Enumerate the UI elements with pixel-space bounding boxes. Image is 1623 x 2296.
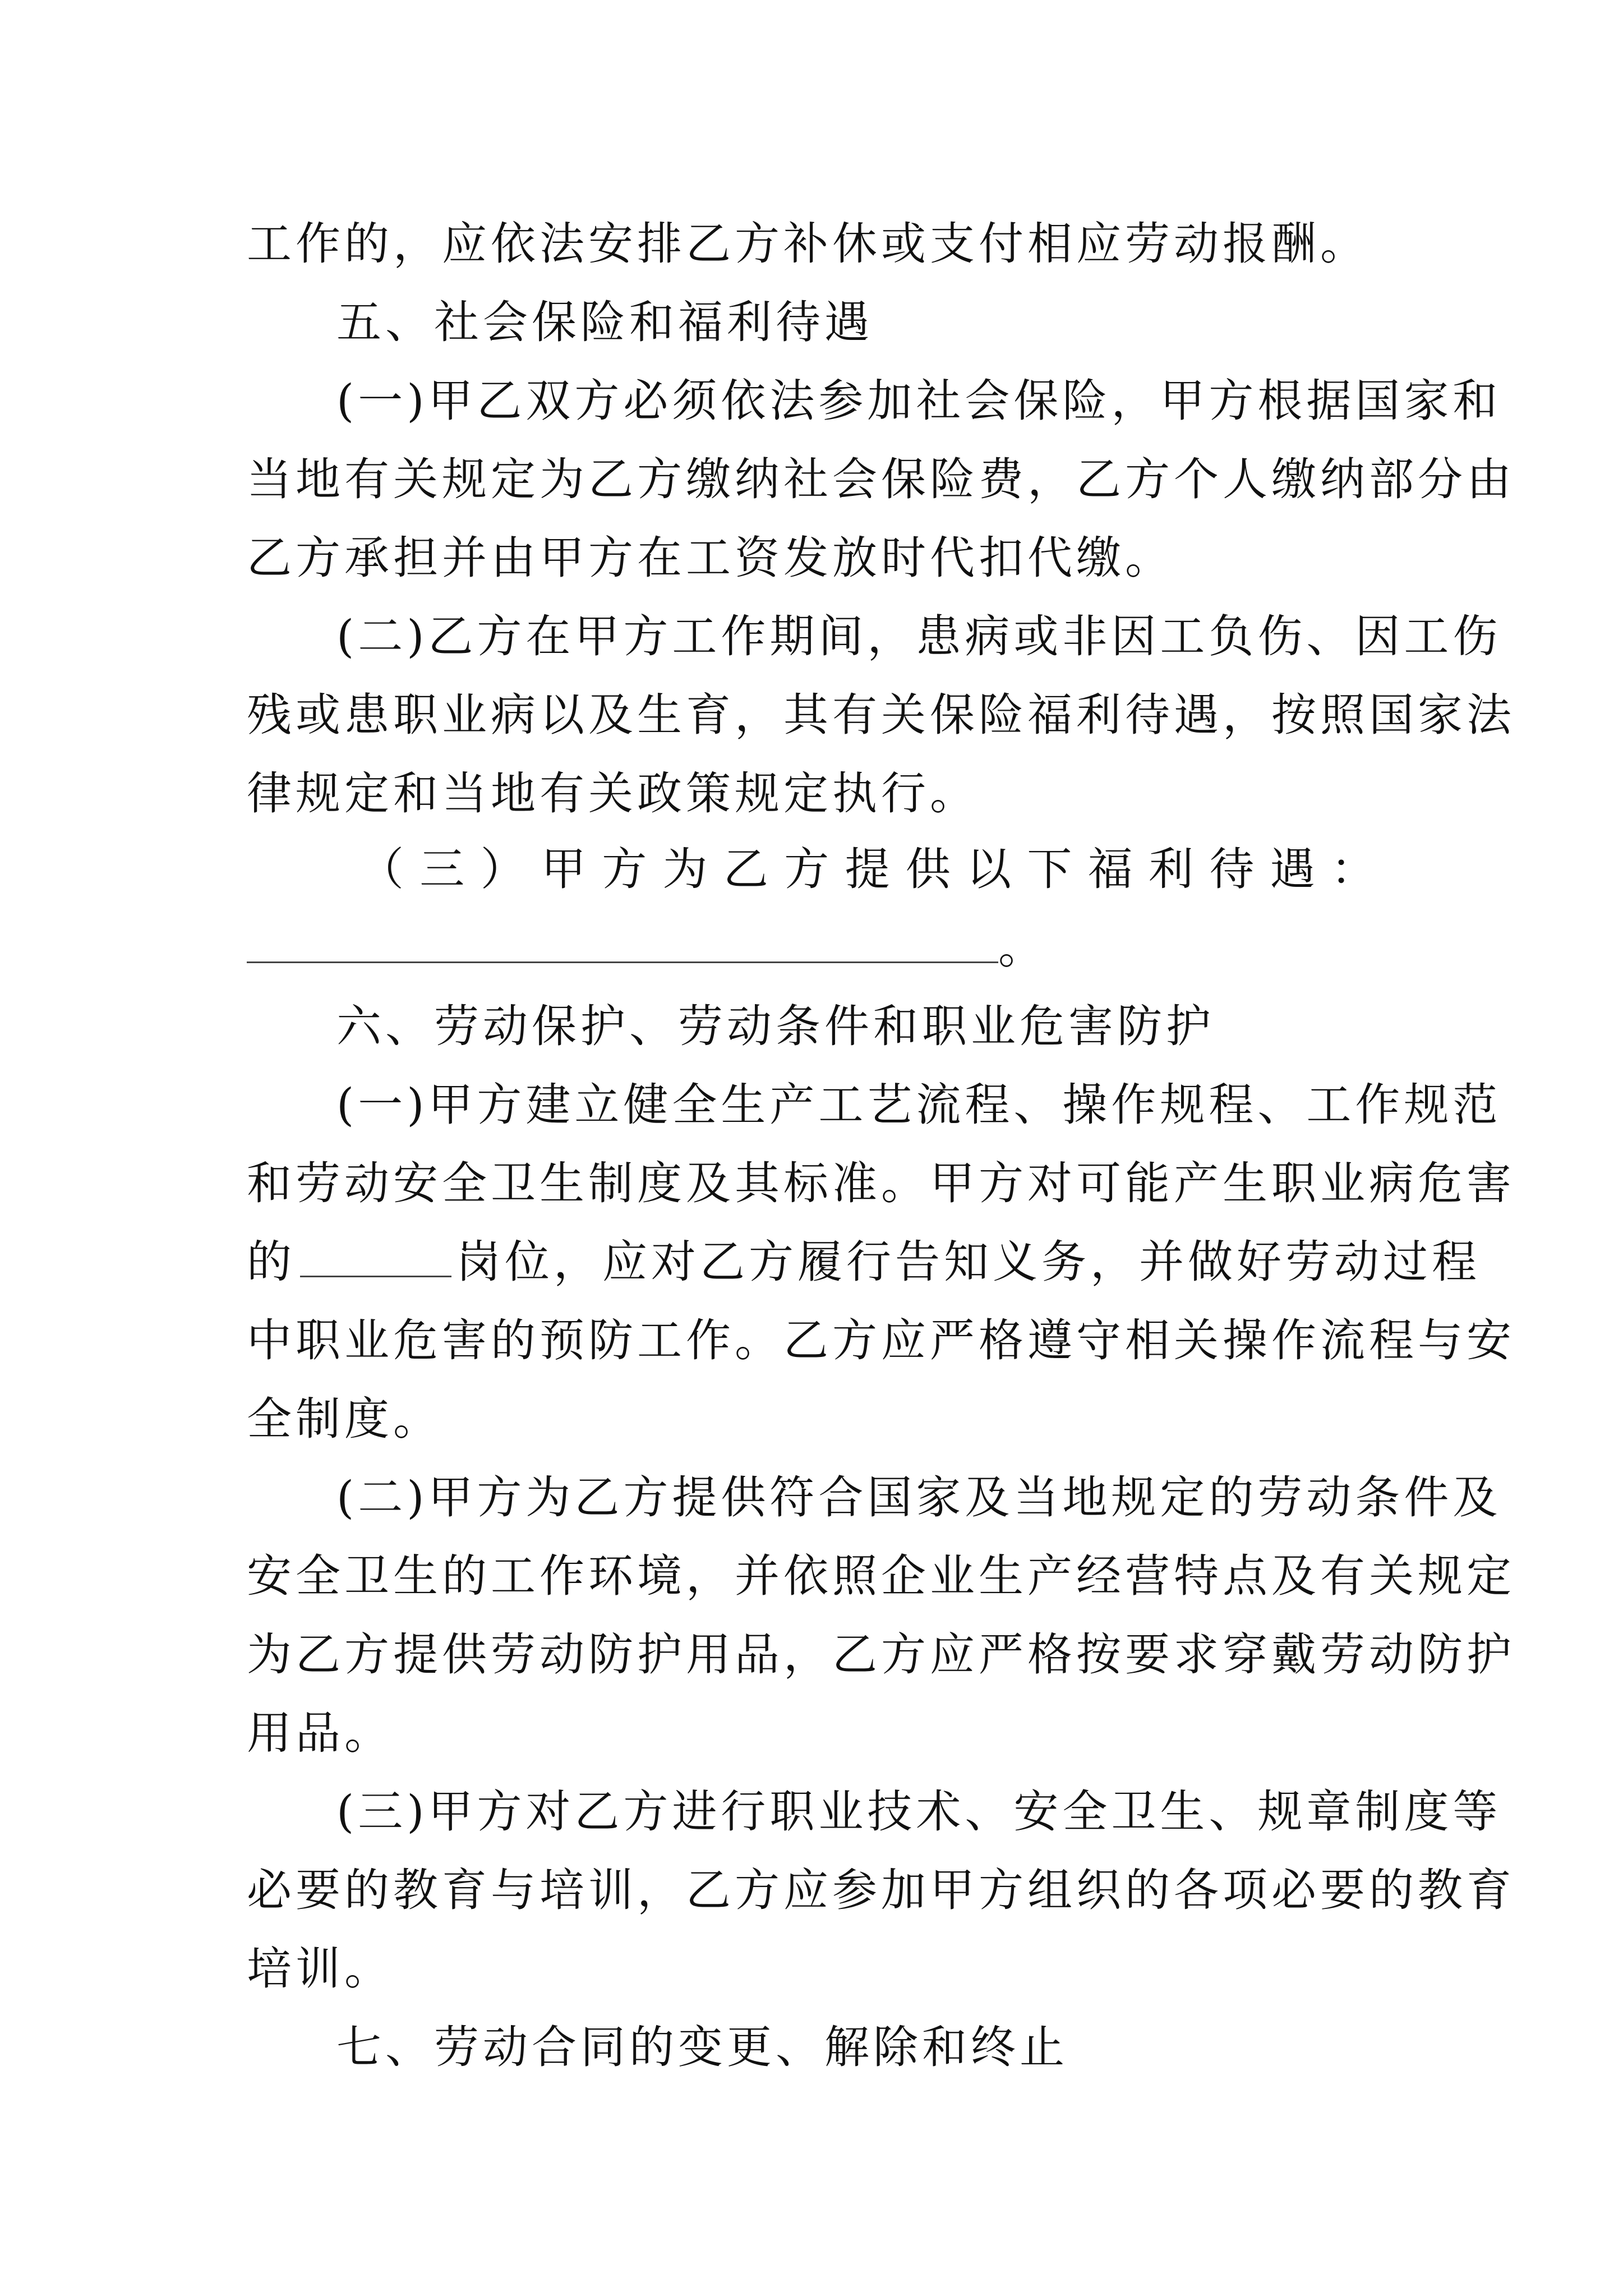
text-line: 全制度。 [247,1393,442,1445]
text-line: 工作的，应依法安排乙方补休或支付相应劳动报酬。 [247,218,1369,270]
text-line: 律规定和当地有关政策规定执行。 [247,767,979,820]
section-heading: 七、劳动合同的变更、解除和终止 [336,2021,1068,2073]
text-line: 残或患职业病以及生育，其有关保险福利待遇，按照国家法 [247,689,1515,741]
text-line: 用品。 [247,1707,393,1759]
text-line: 乙方承担并由甲方在工资发放时代扣代缴。 [247,532,1174,584]
text-line: 当地有关规定为乙方缴纳社会保险费，乙方个人缴纳部分由 [247,453,1515,505]
text-fragment: 的 [247,1236,296,1288]
text-line: （三）甲方为乙方提供以下福利待遇： [359,843,1380,895]
blank-line-row [247,920,1380,976]
section-heading: 五、社会保险和福利待遇 [336,296,873,348]
text-line: 安全卫生的工作环境，并依照企业生产经营特点及有关规定 [247,1550,1515,1602]
text-line: (三)甲方对乙方进行职业技术、安全卫生、规章制度等 [336,1786,1502,1838]
text-line: (二)乙方在甲方工作期间，患病或非因工负伤、因工伤 [336,610,1502,662]
fill-in-blank [247,922,998,963]
fill-in-blank [300,1236,451,1277]
text-line: (一)甲乙双方必须依法参加社会保险，甲方根据国家和 [336,375,1502,427]
text-line: 为乙方提供劳动防护用品，乙方应严格按要求穿戴劳动防护 [247,1628,1515,1681]
text-line: 和劳动安全卫生制度及其标准。甲方对可能产生职业病危害 [247,1157,1515,1209]
text-line: 必要的教育与培训，乙方应参加甲方组织的各项必要的教育 [247,1864,1515,1916]
text-line: (一)甲方建立健全生产工艺流程、操作规程、工作规范 [336,1079,1502,1131]
text-fragment: 。 [998,922,1047,974]
section-heading: 六、劳动保护、劳动条件和职业危害防护 [336,1000,1215,1052]
text-line: (二)甲方为乙方提供符合国家及当地规定的劳动条件及 [336,1471,1502,1524]
text-line: 中职业危害的预防工作。乙方应严格遵守相关操作流程与安 [247,1314,1515,1366]
text-line: 培训。 [247,1943,393,1995]
blank-line-row [247,1234,1481,1290]
text-fragment: 岗位，应对乙方履行告知义务，并做好劳动过程 [456,1236,1481,1288]
